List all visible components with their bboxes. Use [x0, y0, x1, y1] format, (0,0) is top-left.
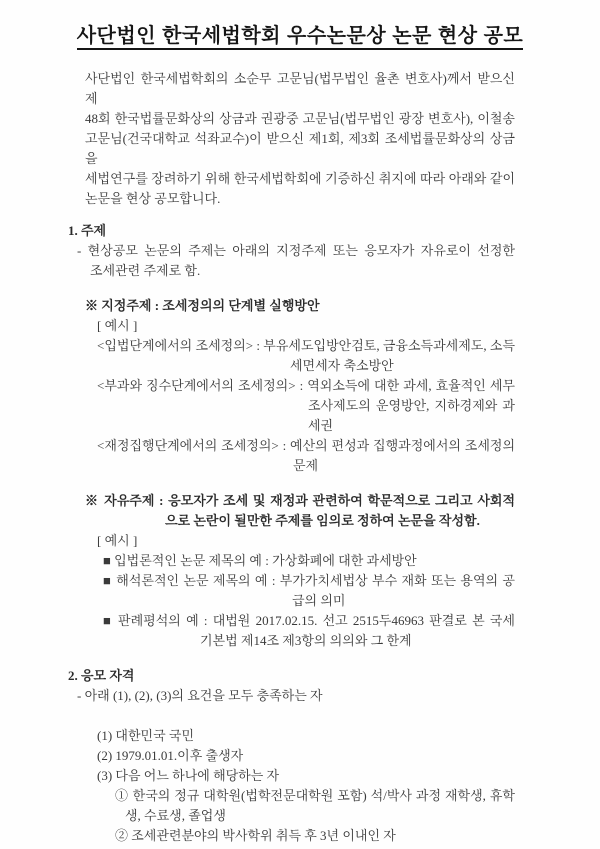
eligibility-item: (1) 대한민국 국민: [97, 728, 195, 743]
designated-example-continuation: 문제: [293, 458, 319, 473]
designated-example-line: <부과와 징수단계에서의 조세정의> : 역외소득에 대한 과세, 효율적인 세무: [97, 378, 515, 393]
eligibility-subitem: ② 조세관련분야의 박사학위 취득 후 3년 이내인 자: [115, 828, 396, 843]
page-title-text: 사단법인 한국세법학회 우수논문상 논문 현상 공모: [77, 25, 524, 50]
intro-line: 고문님(건국대학교 석좌교수)이 받으신 제1회, 제3회 조세법률문화상의 상금을: [85, 131, 515, 166]
designated-example-line: <재정집행단계에서의 조세정의> : 예산의 편성과 집행과정에서의 조세정의: [97, 438, 515, 453]
free-example-bullet: ■ 해석론적인 논문 제목의 예 : 부가가치세법상 부수 재화 또는 용역의 공: [103, 573, 515, 588]
eligibility-item: (2) 1979.01.01.이후 출생자: [97, 748, 244, 763]
free-example-bullet: ■ 입법론적인 논문 제목의 예 : 가상화폐에 대한 과세방안: [103, 553, 417, 568]
free-topic-heading-continuation: 으로 논란이 될만한 주제를 임의로 정하여 논문을 작성함.: [165, 513, 480, 528]
designated-example-continuation: 조사제도의 운영방안, 지하경제와 과: [308, 398, 515, 413]
section-1-heading: 1. 주제: [68, 223, 107, 238]
example-label: [ 예시 ]: [97, 318, 138, 333]
intro-line: 세법연구를 장려하기 위해 한국세법학회에 기증하신 취지에 따라 아래와 같이: [85, 171, 515, 186]
section-topic: [0, 221, 600, 281]
blank-line: [0, 706, 600, 726]
designated-example-continuation: 세권: [308, 418, 334, 433]
free-topic-block: [0, 491, 600, 651]
intro-line: 48회 한국법률문화상의 상금과 권광중 고문님(법무법인 광장 변호사), 이철송: [85, 111, 515, 126]
designated-example-continuation: 세면세자 축소방안: [290, 358, 394, 373]
intro-line: 사단법인 한국세법학회의 소순무 고문님(법무법인 율촌 변호사)께서 받으신 제: [85, 71, 515, 106]
intro-paragraph: [0, 69, 600, 209]
eligibility-subitem-continuation: 생, 수료생, 졸업생: [125, 808, 226, 823]
free-example-continuation: 기본법 제14조 제3항의 의의와 그 한계: [200, 633, 412, 648]
eligibility-intro-item: - 아래 (1), (2), (3)의 요건을 모두 충족하는 자: [77, 688, 323, 703]
section-eligibility: [0, 666, 600, 846]
intro-line: 논문을 현상 공모합니다.: [85, 191, 221, 206]
designated-topic-block: [0, 296, 600, 476]
topic-item-continuation: 조세관련 주제로 함.: [90, 263, 201, 278]
free-topic-heading: ※ 자유주제 : 응모자가 조세 및 재정과 관련하여 학문적으로 그리고 사회적: [85, 493, 515, 508]
section-2-heading: 2. 응모 자격: [68, 668, 135, 683]
eligibility-subitem: ① 한국의 정규 대학원(법학전문대학원 포함) 석/박사 과정 재학생, 휴학: [115, 788, 515, 803]
example-label: [ 예시 ]: [97, 533, 138, 548]
designated-example-line: <입법단계에서의 조세정의> : 부유세도입방안검토, 금융소득과세제도, 소득: [97, 338, 515, 353]
designated-topic-heading: ※ 지정주제 : 조세정의의 단계별 실행방안: [85, 298, 320, 313]
page-title: [0, 22, 600, 50]
free-example-bullet: ■ 판례평석의 예 : 대법원 2017.02.15. 선고 2515두46963 판결로 본 국세: [103, 613, 515, 628]
eligibility-item: (3) 다음 어느 하나에 해당하는 자: [97, 768, 280, 783]
free-example-continuation: 급의 의미: [292, 593, 346, 608]
topic-item-line: - 현상공모 논문의 주제는 아래의 지정주제 또는 응모자가 자유로이 선정한: [77, 243, 515, 258]
